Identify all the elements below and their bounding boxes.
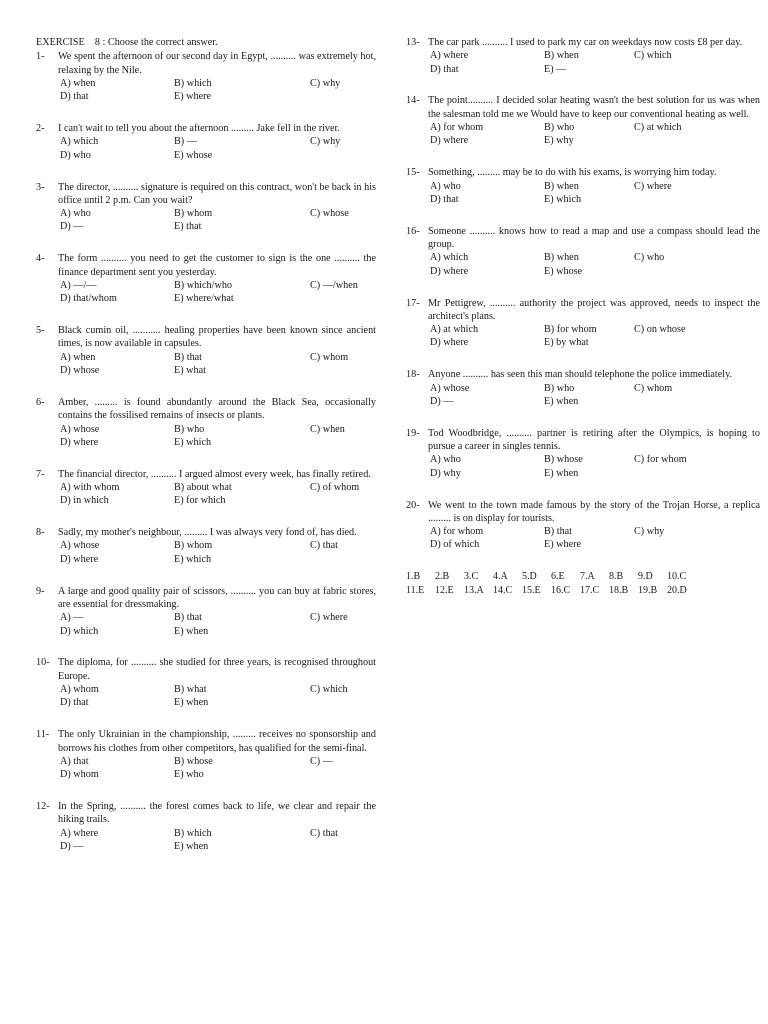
question-20 (406, 499, 760, 552)
question-text: Anyone .......... has seen this man should telephone the police immediately. (428, 369, 733, 381)
answer-option[interactable]: A) when (60, 77, 96, 89)
answer-key-item: 19.B (638, 585, 658, 597)
question-stem (406, 427, 760, 454)
answer-option[interactable]: E) that (174, 221, 202, 233)
answer-option[interactable]: E) who (174, 769, 204, 781)
answer-option[interactable]: D) — (60, 840, 84, 852)
answer-option[interactable]: D) why (430, 467, 461, 479)
question-text: Black cumin oil, ........... healing properties have been known since ancient times, is now available in capsules. (58, 325, 376, 350)
question-text: The financial director, .......... I argued almost every week, has finally retired. (58, 468, 371, 480)
question-15 (406, 166, 760, 206)
question-stem (406, 499, 760, 526)
question-6 (36, 396, 376, 449)
answer-key-item: 17.C (580, 585, 600, 597)
answer-option[interactable]: C) which (310, 684, 348, 696)
question-text: The director, .......... signature is required on this contract, won't be back in his office until 2 p.m. Can you wait? (58, 181, 376, 206)
question-number: 9- (36, 585, 45, 597)
answer-option[interactable]: C) whom (634, 382, 673, 394)
question-number: 17- (406, 297, 420, 309)
answer-option[interactable]: E) which (544, 193, 582, 205)
answer-option[interactable]: B) when (544, 180, 579, 192)
answer-option[interactable]: C) at which (634, 122, 682, 134)
question-text: Tod Woodbridge, .......... partner is retiring after the Olympics, is hoping to pursue a career in singles tennis. (428, 427, 760, 453)
answer-option[interactable]: D) of which (430, 539, 480, 551)
answer-option[interactable]: C) when (310, 423, 345, 435)
answer-option[interactable]: D) that (60, 697, 89, 709)
question-8 (36, 526, 376, 566)
answer-option[interactable]: A) that (60, 755, 89, 767)
answer-option[interactable]: B) who (544, 382, 575, 394)
answer-option[interactable]: C) whom (310, 351, 349, 363)
answer-option[interactable]: D) that (430, 63, 459, 75)
answer-option[interactable]: A) where (430, 50, 469, 62)
question-19 (406, 427, 760, 480)
answer-option[interactable]: C) who (634, 252, 665, 264)
answer-option[interactable]: A) with whom (60, 481, 120, 493)
answer-option[interactable]: D) which (60, 625, 99, 637)
answer-option[interactable]: E) where/what (174, 293, 234, 305)
answer-option[interactable]: B) who (544, 122, 575, 134)
answer-option[interactable]: B) that (174, 351, 203, 363)
answer-option[interactable]: B) which (174, 77, 212, 89)
question-number: 4- (36, 253, 45, 265)
answer-option[interactable]: C) for whom (634, 454, 687, 466)
answer-key-item: 5.D (522, 571, 537, 583)
exercise-instruction: : Choose the correct answer. (102, 37, 218, 48)
right-column (406, 36, 760, 598)
answer-option[interactable]: D) that (430, 193, 459, 205)
answer-option[interactable]: D) that/whom (60, 293, 117, 305)
answer-key-item: 1.B (406, 571, 421, 583)
question-number: 10- (36, 657, 50, 669)
answer-option[interactable]: D) — (430, 395, 454, 407)
answer-option[interactable]: C) —/when (310, 279, 358, 291)
answer-option[interactable]: A) which (60, 136, 99, 148)
answer-key-row (406, 570, 760, 584)
question-stem (406, 297, 760, 324)
answer-option[interactable]: B) what (174, 684, 207, 696)
answer-option[interactable]: E) whose (544, 265, 583, 277)
question-number: 3- (36, 181, 45, 193)
question-number: 13- (406, 37, 420, 48)
answer-key-item: 13.A (464, 585, 484, 597)
answer-option[interactable]: D) — (60, 221, 84, 233)
question-stem (36, 324, 376, 351)
question-number: 5- (36, 325, 45, 337)
answer-option[interactable]: B) which (174, 827, 212, 839)
question-number: 6- (36, 396, 45, 408)
answer-option[interactable]: C) where (634, 180, 672, 192)
answer-options (60, 351, 376, 378)
question-17 (406, 297, 760, 350)
answer-key-item: 7.A (580, 571, 595, 583)
answer-option[interactable]: D) where (430, 265, 469, 277)
question-stem (36, 396, 376, 423)
question-number: 14- (406, 95, 420, 107)
question-text: I can't wait to tell you about the afternoon ......... Jake fell in the river. (58, 123, 340, 135)
answer-option[interactable]: C) why (634, 526, 665, 538)
question-text: Someone .......... knows how to read a map and use a compass should lead the group. (428, 225, 760, 251)
question-stem (36, 728, 376, 755)
question-number: 12- (36, 801, 50, 812)
answer-options (430, 323, 760, 350)
question-11 (36, 728, 376, 781)
answer-option[interactable]: A) when (60, 351, 96, 363)
question-stem (406, 94, 760, 121)
answer-option[interactable]: E) when (174, 840, 209, 852)
answer-key-item: 11.E (406, 585, 425, 597)
question-text: The diploma, for .......... she studied for three years, is recognised throughout Europe. (58, 657, 376, 682)
question-stem (36, 468, 376, 481)
answer-key-item: 12.E (435, 585, 454, 597)
question-list-right (406, 36, 760, 552)
question-text: Sadly, my mother's neighbour, ......... I was always very fond of, has died. (58, 527, 357, 539)
question-4 (36, 252, 376, 305)
answer-key-item: 9.D (638, 571, 653, 583)
answer-key-item: 18.B (609, 585, 629, 597)
answer-option[interactable]: B) when (544, 50, 579, 62)
question-1 (36, 50, 376, 103)
question-stem (36, 50, 376, 77)
answer-option[interactable]: A) — (60, 612, 84, 624)
question-3 (36, 181, 376, 234)
question-text: Mr Pettigrew, .......... authority the project was approved, needs to inspect the architect's plans. (428, 297, 760, 322)
question-number: 16- (406, 225, 420, 237)
answer-key-item: 2.B (435, 571, 450, 583)
answer-options (60, 755, 376, 782)
question-stem (406, 166, 760, 179)
answer-option[interactable]: B) for whom (544, 324, 597, 336)
answer-option[interactable]: E) — (544, 63, 567, 75)
question-stem (36, 800, 376, 827)
answer-option[interactable]: C) which (634, 50, 672, 62)
question-text: A large and good quality pair of scissors, .......... you can buy at fabric stores, are essential for dressmaking. (58, 585, 376, 610)
answer-option[interactable]: E) what (174, 365, 206, 377)
answer-option[interactable]: A) at which (430, 324, 479, 336)
answer-option[interactable]: B) about what (174, 481, 232, 493)
exercise-header (36, 36, 376, 49)
answer-key (406, 570, 760, 598)
question-number: 7- (36, 468, 45, 480)
question-number: 20- (406, 499, 420, 511)
answer-key-item: 6.E (551, 571, 565, 583)
answer-option[interactable]: E) when (174, 625, 209, 637)
question-number: 8- (36, 527, 45, 539)
answer-option[interactable]: A) whose (430, 382, 470, 394)
answer-option[interactable]: C) why (310, 136, 341, 148)
answer-option[interactable]: E) which (174, 553, 212, 565)
question-text: We spent the afternoon of our second day in Egypt, .......... was extremely hot, relaxing by the Nile. (58, 51, 376, 76)
question-9 (36, 585, 376, 638)
answer-option[interactable]: C) where (310, 612, 348, 624)
answer-option[interactable]: D) in which (60, 495, 109, 507)
answer-option[interactable]: B) whose (544, 454, 583, 466)
question-text: The form .......... you need to get the customer to sign is the one .......... the finance department sent you yesterday. (58, 253, 376, 278)
answer-option[interactable]: E) whose (174, 149, 213, 161)
answer-option[interactable]: A) which (430, 252, 469, 264)
answer-option[interactable]: B) that (544, 526, 573, 538)
answer-option[interactable]: E) when (174, 697, 209, 709)
question-stem (406, 368, 760, 381)
answer-option[interactable]: D) whose (60, 365, 100, 377)
answer-key-item: 3.C (464, 571, 479, 583)
answer-options (60, 423, 376, 450)
question-text: The point.......... I decided solar heating wasn't the best solution for us was when the salesman told me we Would have to keep our conventional heating as well. (428, 95, 760, 120)
question-7 (36, 468, 376, 508)
question-2 (36, 122, 376, 162)
answer-options (60, 827, 376, 854)
question-stem (36, 526, 376, 539)
answer-option[interactable]: B) which/who (174, 279, 233, 291)
answer-option[interactable]: C) whose (310, 208, 349, 220)
question-text: The car park .......... I used to park my car on weekdays now costs £8 per day. (428, 37, 743, 48)
answer-options (60, 279, 376, 306)
question-number: 11- (36, 729, 50, 741)
question-number: 18- (406, 369, 420, 381)
question-stem (36, 181, 376, 208)
question-text: In the Spring, .......... the forest comes back to life, we clear and repair the hiking trails. (58, 801, 376, 826)
answer-option[interactable]: C) that (310, 540, 339, 552)
answer-option[interactable]: D) where (430, 135, 469, 147)
answer-key-row (406, 584, 760, 598)
answer-option[interactable]: A) who (60, 208, 91, 220)
question-16 (406, 225, 760, 278)
answer-options (60, 539, 376, 566)
question-10 (36, 656, 376, 709)
answer-option[interactable]: A) who (430, 180, 461, 192)
question-number: 1- (36, 51, 45, 63)
answer-option[interactable]: A) for whom (430, 122, 484, 134)
answer-option[interactable]: C) — (310, 755, 333, 767)
answer-option[interactable]: C) of whom (310, 481, 360, 493)
question-14 (406, 94, 760, 147)
question-stem (36, 585, 376, 612)
exercise-number: 8 (94, 37, 100, 48)
answer-option[interactable]: E) when (544, 467, 579, 479)
answer-key-item: 15.E (522, 585, 541, 597)
answer-option[interactable]: E) by what (544, 337, 589, 349)
answer-option[interactable]: A) whose (60, 423, 100, 435)
question-list-left (36, 50, 376, 853)
question-text: The only Ukrainian in the championship, ......... receives no sponsorship and borrows his clothes from other competitors, has qualified for the semi-final. (58, 729, 376, 754)
question-stem (36, 656, 376, 683)
answer-option[interactable]: E) when (544, 395, 579, 407)
answer-option[interactable]: D) whom (60, 769, 99, 781)
answer-options (430, 180, 760, 207)
answer-option[interactable]: A) whom (60, 684, 99, 696)
question-18 (406, 368, 760, 408)
question-text: Amber, ......... is found abundantly around the Black Sea, occasionally contains the fossilised remains of insects or plants. (58, 396, 376, 422)
answer-option[interactable]: A) —/— (60, 279, 97, 291)
question-stem (406, 225, 760, 252)
answer-key-item: 14.C (493, 585, 513, 597)
question-5 (36, 324, 376, 377)
question-number: 2- (36, 123, 45, 135)
answer-option[interactable]: E) why (544, 135, 574, 147)
answer-option[interactable]: D) where (60, 553, 99, 565)
answer-option[interactable]: E) which (174, 436, 212, 448)
answer-key-item: 10.C (667, 571, 687, 583)
answer-option[interactable]: B) who (174, 423, 205, 435)
answer-options (430, 251, 760, 278)
left-column (36, 36, 376, 872)
answer-option[interactable]: A) who (430, 454, 461, 466)
question-stem (36, 252, 376, 279)
answer-options (60, 135, 376, 162)
answer-options (430, 49, 760, 76)
question-number: 19- (406, 427, 420, 439)
answer-option[interactable]: D) that (60, 91, 89, 103)
answer-options (60, 77, 376, 104)
answer-options (60, 683, 376, 710)
question-text: We went to the town made famous by the story of the Trojan Horse, a replica ......... is on display for tourists. (428, 499, 760, 524)
answer-option[interactable]: A) for whom (430, 526, 484, 538)
answer-option[interactable]: B) when (544, 252, 579, 264)
answer-options (430, 525, 760, 552)
answer-option[interactable]: E) for which (174, 495, 226, 507)
answer-option[interactable]: A) where (60, 827, 99, 839)
answer-options (60, 207, 376, 234)
answer-option[interactable]: C) why (310, 77, 341, 89)
answer-option[interactable]: C) that (310, 827, 339, 839)
answer-option[interactable]: D) where (60, 436, 99, 448)
answer-option[interactable]: D) where (430, 337, 469, 349)
answer-key-item: 4.A (493, 571, 508, 583)
answer-options (430, 382, 760, 409)
answer-option[interactable]: C) on whose (634, 324, 686, 336)
question-stem (36, 122, 376, 135)
question-number: 15- (406, 167, 420, 179)
question-12 (36, 800, 376, 853)
answer-options (60, 481, 376, 508)
answer-key-item: 16.C (551, 585, 571, 597)
question-13 (406, 36, 760, 76)
answer-options (430, 121, 760, 148)
answer-option[interactable]: B) — (174, 136, 197, 148)
question-stem (406, 36, 760, 49)
answer-options (60, 611, 376, 638)
answer-key-item: 8.B (609, 571, 624, 583)
answer-options (430, 453, 760, 480)
exercise-label: EXERCISE (36, 37, 85, 48)
answer-option[interactable]: A) whose (60, 540, 100, 552)
answer-option[interactable]: E) where (544, 539, 582, 551)
answer-option[interactable]: B) whom (174, 208, 213, 220)
answer-option[interactable]: D) who (60, 149, 91, 161)
answer-option[interactable]: B) that (174, 612, 203, 624)
answer-option[interactable]: B) whose (174, 755, 213, 767)
answer-key-item: 20.D (667, 585, 687, 597)
question-text: Something, ......... may be to do with his exams, is worrying him today. (428, 167, 717, 179)
answer-option[interactable]: E) where (174, 91, 212, 103)
answer-option[interactable]: B) whom (174, 540, 213, 552)
